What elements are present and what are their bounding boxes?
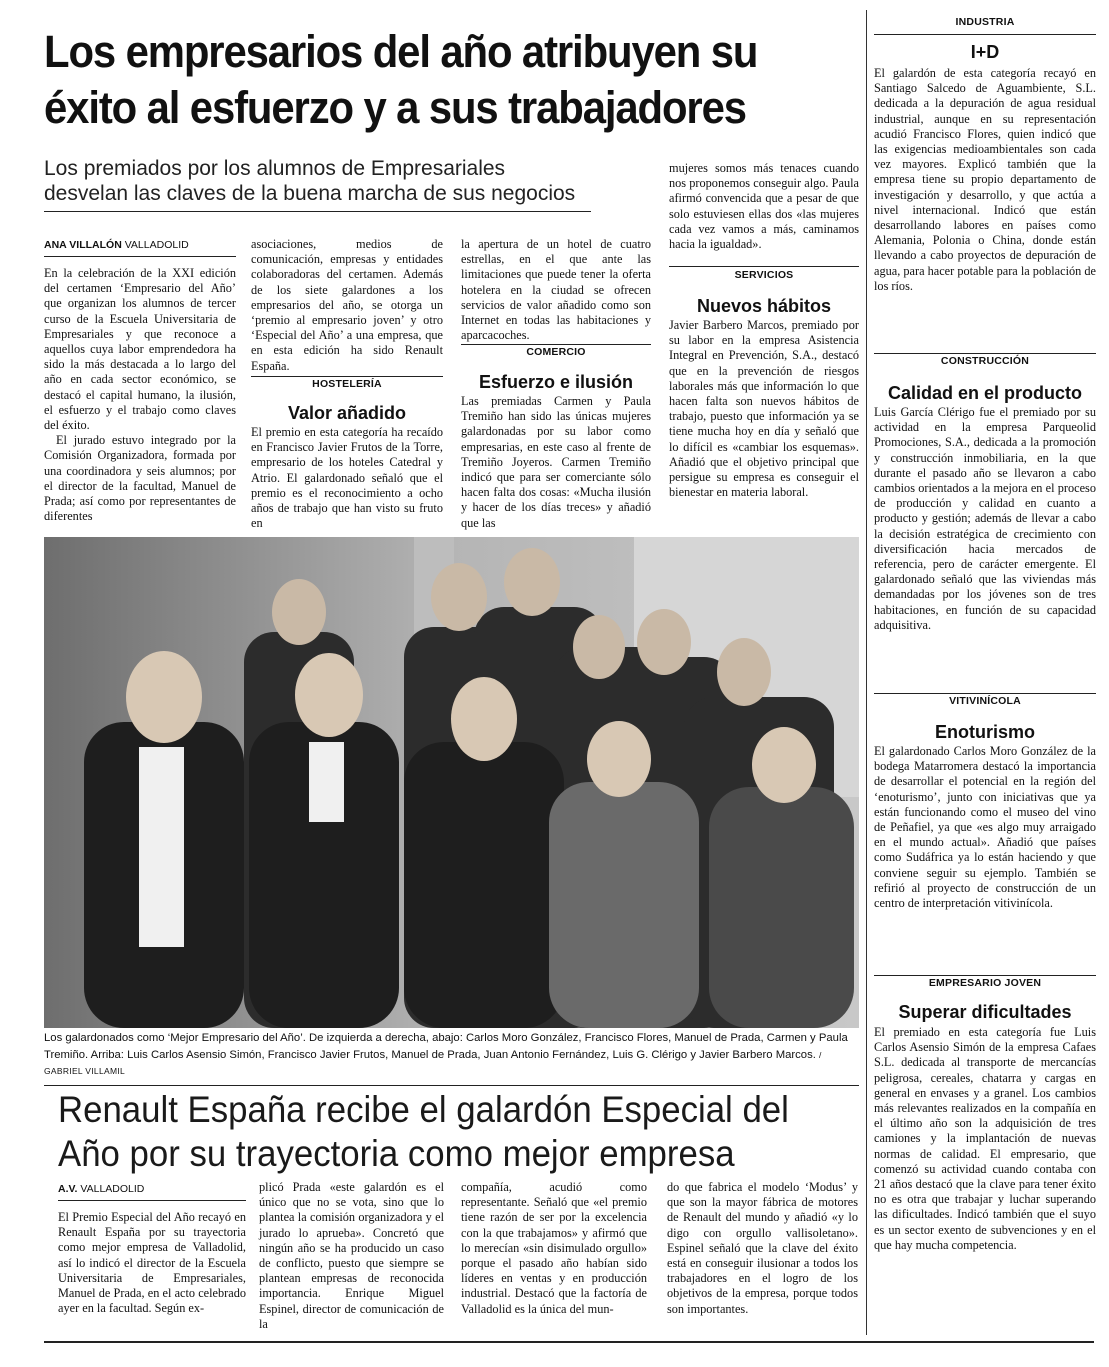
main-headline xyxy=(44,24,802,136)
renault-column-4 xyxy=(667,1180,858,1317)
col4-section-rule xyxy=(669,266,859,267)
renault-headline xyxy=(58,1088,810,1176)
industria-rule xyxy=(874,34,1096,35)
col4-paragraph-2: Javier Barbero Marcos, premiado por su labor en la empresa Asistencia Integral en Prevención, S.A., destacó que en la prevención de riesgos laborales más que información lo que hacen falta son nuevos hábitos de trabajo, puesto que información ya se tiene mucha hoy en día y señaló que lo difícil es «cambiar los esquemas». Añadió que el objetivo principal que persigue su empresa es conseguir el bienestar en materia laboral. xyxy=(669,318,859,500)
renault-headline-line-2: Año por su trayectoria como mejor empresa xyxy=(58,1133,735,1174)
renault-byline-place: VALLADOLID xyxy=(80,1183,145,1195)
byline-place: VALLADOLID xyxy=(124,239,189,251)
renault-byline-rule xyxy=(58,1200,246,1201)
group-photo-illustration xyxy=(44,537,859,1028)
sidebar-divider xyxy=(866,10,867,1335)
byline-rule xyxy=(44,256,236,257)
headline-line-2: éxito al esfuerzo y a sus trabajadores xyxy=(44,82,746,133)
col3-paragraph-1: la apertura de un hotel de cuatro estrellas, en el que ante las limitaciones que puede tener la oferta hotelera en la ciudad se ofrecen servicios de valor añadido como son Internet en todas las habitaciones y aparcacoches. xyxy=(461,237,651,343)
caption-text: Los galardonados como ‘Mejor Empresario del Año’. De izquierda a derecha, abajo: Carlos Moro González, Francisco Flores, Manuel de Prada, Carmen y Paula Tremiño. Arriba: Luis Carlos Asensio Simón, Francisco Javier Frutos, Manuel de Prada, Juan Antonio Fernández, Luis G. Clérigo y Javier Barbero Marcos. xyxy=(44,1032,848,1061)
subheadline xyxy=(44,156,604,206)
section-label-industria: INDUSTRIA xyxy=(955,16,1015,28)
section-label-vitivinicola: VITIVINÍCOLA xyxy=(949,695,1021,707)
photo-caption xyxy=(44,1030,859,1080)
subhead-line-1: Los premiados por los alumnos de Empresariales xyxy=(44,157,506,180)
col2-section-rule xyxy=(251,376,443,377)
renault-col1-text: El Premio Especial del Año recayó en Renault España por su trayectoria como mejor empresa de Valladolid, así lo indicó el director de la Escuela Universitaria de Empresariales, Manuel de Prada, en el acto celebrado ayer en la facultad. Según ex- xyxy=(58,1210,246,1316)
col4-paragraph-1: mujeres somos más tenaces cuando nos proponemos conseguir algo. Paula afirmó convencida que a pesar de que solo estuviesen ellas dos «las mujeres cada vez vamos a más, caminamos hacia la igualdad». xyxy=(669,161,859,252)
article-column-2-top xyxy=(251,237,443,374)
subhead-line-2: desvelan las claves de la buena marcha de sus negocios xyxy=(44,182,576,205)
heading-enoturismo: Enoturismo xyxy=(934,722,1035,742)
section-label-construccion: CONSTRUCCIÓN xyxy=(940,355,1030,367)
section-label-servicios: SERVICIOS xyxy=(734,269,794,281)
renault-byline xyxy=(58,1183,144,1195)
construccion-rule xyxy=(874,353,1096,354)
sidebar-vitivinicola-text xyxy=(874,744,1096,911)
article-column-2-bottom xyxy=(251,425,443,531)
industria-paragraph: El galardón de esta categoría recayó en Santiago Salcedo de Aguambiente, S.L. dedicada a la depuración de agua residual industrial, aunque en su representación acudió Francisco Flores, quien indicó que las exigencias medioambientales son cada vez mayores. Explicó también que la empresa tiene su propio departamento de investigación y desarrollo, y que actúa a nivel internacional. Indicó que están desarrollando labores en países como Alemania, Polonia o China, donde están llevando a cabo proyectos de depuración de agua, para hacer potable para la población de los ríos. xyxy=(874,66,1096,293)
headline-line-1: Los empresarios del año atribuyen su xyxy=(44,26,758,77)
col3-section-rule xyxy=(461,344,651,345)
joven-rule xyxy=(874,975,1096,976)
article-column-3-bottom xyxy=(461,394,651,531)
sidebar-joven-text xyxy=(874,1025,1096,1253)
construccion-paragraph: Luis García Clérigo fue el premiado por su actividad en la empresa Parqueolid Promociones, S.A., dedicada a la promoción y construcción inmobiliaria, en la que durante el pasado año se llevaron a cabo cambios orientados a la mejora en el proceso de producción y calidad en cuanto a producto y gestión; además de llevar a cabo la decisión estratégica de crecimiento con diversificación hacia mercados de referencia, pero de carácter emergente. El galardonado señaló que las viviendas más demandadas por los jóvenes son de tres habitaciones, en función de su capacidad adquisitiva. xyxy=(874,405,1096,632)
renault-col3-text: compañía, acudió como representante. Señaló que «el premio tiene razón de ser por la excelencia con la que trabajamos» y afirmó que lo merecían «sin disimulado orgullo» porque el pasado año habían sido líderes en ventas y en producción industrial. Destacó que la factoría de Valladolid es la única del mun- xyxy=(461,1180,647,1316)
renault-column-2 xyxy=(259,1180,444,1332)
page-bottom-rule xyxy=(44,1341,1094,1343)
renault-top-rule xyxy=(44,1085,859,1086)
vitivinicola-paragraph: El galardonado Carlos Moro González de la bodega Matarromera destacó la importancia de desarrollar el potencial en la región del ‘enoturismo’, junto con iniciativas que ya están funcionando como el museo del vino de Peñafiel, ya que «es algo muy arraigado en el mundo actual». Añadió que países como Sudáfrica ya lo están haciendo y que conviene seguir su ejemplo. También se refirió al proyecto de construcción de un centro de interpretación vitivinícola. xyxy=(874,744,1096,911)
heading-superar-dificultades: Superar dificultades xyxy=(898,1002,1072,1022)
renault-column-1 xyxy=(58,1210,246,1316)
col2-paragraph-1: asociaciones, medios de comunicación, empresas y entidades colaboradoras del certamen. Además de los siete galardones a los empresarios del año, se otorga un ‘premio al empresario joven’ y otro ‘Especial del Año’ a una empresa, que en esta edición ha sido Renault España. xyxy=(251,237,443,373)
renault-byline-author: A.V. xyxy=(58,1183,78,1195)
heading-esfuerzo-ilusion: Esfuerzo e ilusión xyxy=(478,372,634,392)
subhead-rule xyxy=(44,211,591,212)
heading-calidad-producto: Calidad en el producto xyxy=(887,383,1083,403)
section-label-empresario-joven: EMPRESARIO JOVEN xyxy=(928,977,1042,989)
renault-column-3 xyxy=(461,1180,647,1317)
article-column-4-bottom xyxy=(669,318,859,500)
byline xyxy=(44,239,189,251)
heading-valor-anadido: Valor añadido xyxy=(287,403,407,423)
renault-col2-text: plicó Prada «este galardón es el único que no se vota, sino que lo plantea la comisión organizadora y el jurado lo aprueba». Concretó que ningún año se ha producido un caso de conflicto, puesto que siempre se plantean empresas de reconocida importancia. Enrique Miguel Espinel, director de comunicación de la xyxy=(259,1180,444,1331)
byline-author: ANA VILLALÓN xyxy=(44,239,122,251)
sidebar-industria-text xyxy=(874,66,1096,294)
heading-nuevos-habitos: Nuevos hábitos xyxy=(696,296,832,316)
article-column-1 xyxy=(44,266,236,524)
section-label-comercio: COMERCIO xyxy=(526,346,586,358)
renault-col4-text: do que fabrica el modelo ‘Modus’ y que son la mayor fábrica de motores de Renault del mundo y añadió «y lo digo con orgullo vallisoletano». Espinel señaló que la clave del éxito está en conseguir ilusionar a todos los trabajadores en el logro de los objetivos de la empresa, porque todos son importantes. xyxy=(667,1180,858,1316)
vitivinicola-rule xyxy=(874,693,1096,694)
col3-paragraph-2: Las premiadas Carmen y Paula Tremiño han sido las únicas mujeres galardonadas por su labor como empresarias, en este caso al frente de Tremiño Joyeros. Carmen Tremiño indicó que para ser comerciante sólo hacen falta dos cosas: «Mucha ilusión y hacer de los días treces» y añadió que las xyxy=(461,394,651,530)
col2-paragraph-2: El premio en esta categoría ha recaído en Francisco Javier Frutos de la Torre, empresario de los hoteles Catedral y Atrio. El galardonado señaló que el premio es el reconocimiento a ocho años de trabajo que han visto su fruto en xyxy=(251,425,443,531)
section-label-hosteleria: HOSTELERÍA xyxy=(312,378,382,390)
article-column-3-top xyxy=(461,237,651,343)
heading-i-mas-d: I+D xyxy=(970,42,1000,62)
col1-paragraph-1: En la celebración de la XXI edición del certamen ‘Empresario del Año’ que organizan los alumnos de tercer curso de la Escuela Universitaria de Empresariales y que reconoce a aquellos cuya labor emprendedora ha sido la más destacada a lo largo del año en cada sector económico, se destacó el capital humano, la ilusión, el esfuerzo y el trabajo como claves del éxito. xyxy=(44,266,236,433)
col1-paragraph-2: El jurado estuvo integrado por la Comisión Organizadora, formada por una coordinadora y seis alumnos; por el director de la facultad, Manuel de Prada; así como por representantes de diferentes xyxy=(44,433,236,524)
renault-headline-line-1: Renault España recibe el galardón Especial del xyxy=(58,1089,789,1130)
joven-paragraph: El premiado en esta categoría fue Luis Carlos Asensio Simón de la empresa Cafaes S.L. dedicada al transporte de mercancías peligrosa, cereales, chatarra y cargas en general en envases y a granel. Los cambios más relevantes realizados en la compañía en el último año son la adquisición de tres camiones y la implantación de nuevas normas de calidad. El empresario, que comenzó su actividad cuando contaba con 21 años destacó que la clave para tener éxito no es otra que trabajar y luchar superando las dificultades. Indicó también que el suyo es un sector exento de subvenciones y en el que hay mucha competencia. xyxy=(874,1025,1096,1252)
sidebar-construccion-text xyxy=(874,405,1096,633)
photo-credit: / GABRIEL VILLAMIL xyxy=(44,1049,822,1076)
article-column-4-top xyxy=(669,161,859,252)
group-photo xyxy=(44,537,859,1028)
